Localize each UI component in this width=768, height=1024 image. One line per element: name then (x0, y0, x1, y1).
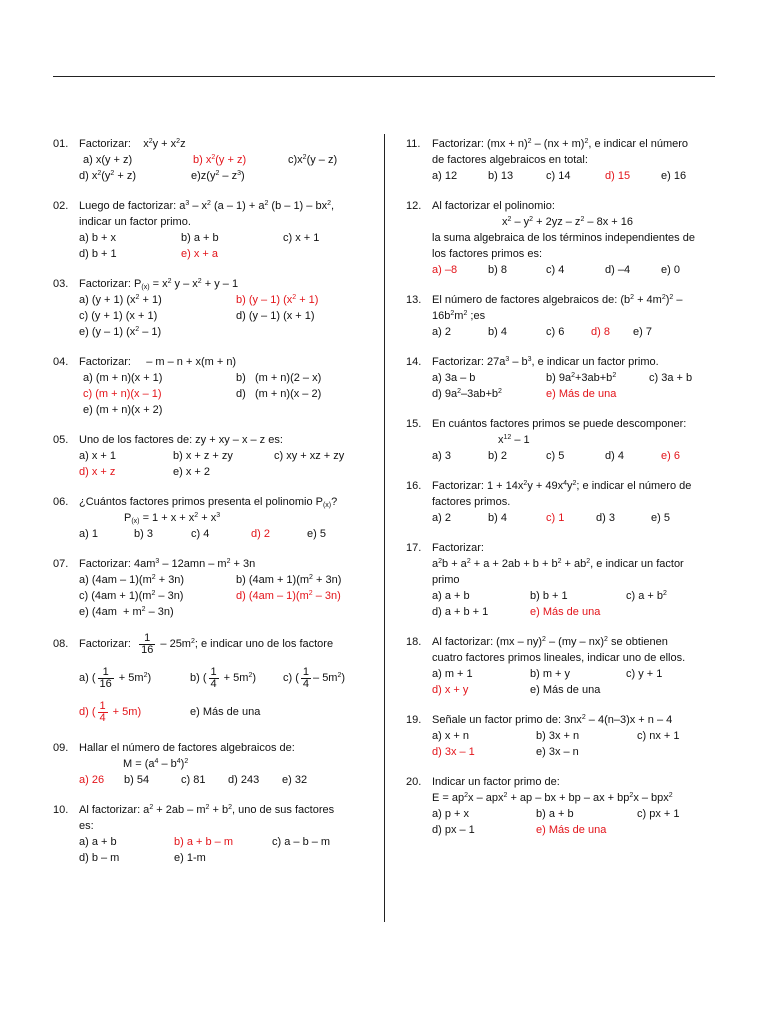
option-c[interactable]: c) 4 (191, 528, 210, 540)
question-07 (53, 556, 370, 620)
option-c[interactable]: c) 14 (546, 170, 571, 182)
question-number: 02. (53, 200, 69, 212)
question-text: En cuántos factores primos se puede descomponer: (432, 418, 687, 430)
option-c[interactable]: c) y + 1 (626, 668, 663, 680)
question-text: Factorizar: $1 + 14x^2y + 49x^4y^2$; e indicar el número de factores primos. (432, 480, 692, 508)
question-01 (53, 136, 370, 184)
option-c[interactable]: c) 5 (546, 450, 565, 462)
option-d[interactable]: d) (m + n)(x – 2) (236, 388, 322, 400)
question-text: Factorizar: $x^2y + x^2z$ (79, 138, 186, 150)
question-text: Factorizar: (mx + n)$^2$ – (nx + m)$^2$, e indicar el número de factores algebraicos en total: (432, 138, 689, 166)
question-18 (406, 634, 716, 698)
question-20 (406, 774, 716, 838)
option-b[interactable]: b) 3 (134, 528, 153, 540)
question-text: Factorizar: – m – n + x(m + n) (79, 356, 237, 368)
question-number: 01. (53, 138, 69, 150)
option-b[interactable]: b) a + b (536, 808, 574, 820)
left-column (53, 136, 370, 880)
option-a[interactable]: a) 26 (79, 774, 105, 786)
question-text: Factorizar: $a^2b + a^2 + a + 2ab + b + b^2 + ab^2$, e indicar un factor primo (432, 542, 684, 586)
option-b[interactable]: b) 4 (488, 512, 507, 524)
option-a[interactable]: a) m + 1 (432, 668, 473, 680)
question-number: 14. (406, 356, 422, 368)
question-15 (406, 416, 716, 464)
question-04 (53, 354, 370, 418)
option-d[interactable]: d) 8 (591, 326, 610, 338)
option-b[interactable]: b) $9a^2+3ab+b^2$ (546, 372, 617, 384)
question-13 (406, 292, 716, 340)
question-text: Al factorizar: $a^2 + 2ab - m^2 + b^2$, uno de sus factores es: (79, 804, 335, 832)
question-number: 20. (406, 776, 422, 788)
option-d[interactable]: d) 3 (596, 512, 615, 524)
option-e[interactable]: e) 3x – n (536, 746, 579, 758)
question-16 (406, 478, 716, 526)
question-text: ¿Cuántos factores primos presenta el polinomio $P_{(x)}$? (79, 496, 338, 509)
option-a[interactable]: a) a + b (432, 590, 470, 602)
question-number: 04. (53, 356, 69, 368)
option-e[interactable]: e) Más de una (530, 606, 601, 618)
option-e[interactable]: e) x + 2 (173, 466, 210, 478)
top-rule (53, 76, 715, 77)
option-c[interactable]: c) $(4am + 1)(m^2 - 3n)$ (79, 590, 184, 602)
option-a[interactable]: a) 2 (432, 512, 451, 524)
option-e[interactable]: e) 32 (282, 774, 308, 786)
option-e[interactable]: e) 5 (651, 512, 670, 524)
question-number: 07. (53, 558, 69, 570)
question-05 (53, 432, 370, 480)
option-b[interactable]: b) a + b – m (174, 836, 234, 848)
question-14 (406, 354, 716, 402)
question-text: El número de factores algebraicos de: $(b^2 + 4m^2)^2$ – $16b^2m^2$ ;es (432, 294, 683, 322)
question-number: 17. (406, 542, 422, 554)
option-d[interactable]: d) 2 (251, 528, 270, 540)
option-c[interactable]: c) xy + xz + zy (274, 450, 345, 462)
option-e[interactable]: e) 6 (661, 450, 680, 462)
option-e[interactable]: e) 7 (633, 326, 652, 338)
question-text: Factorizar: $27a^3 - b^3$, e indicar un factor primo. (432, 356, 659, 368)
option-d[interactable]: d) 3x – 1 (432, 746, 475, 758)
option-c[interactable]: c) (m + n)(x – 1) (83, 388, 162, 400)
option-a[interactable]: a) x + 1 (79, 450, 116, 462)
question-19 (406, 712, 716, 760)
question-11 (406, 136, 716, 184)
option-a[interactable]: a) x(y + z) (83, 154, 133, 166)
option-d[interactable]: d) $(4am - 1)(m^2 - 3n)$ (236, 590, 341, 602)
option-e[interactable]: e) Más de una (190, 706, 261, 718)
option-c[interactable]: c) 1 (546, 512, 565, 524)
option-a[interactable]: a) 3 (432, 450, 451, 462)
option-b[interactable]: b) 13 (488, 170, 514, 182)
question-number: 19. (406, 714, 422, 726)
option-e[interactable]: e) Más de una (536, 824, 607, 836)
question-number: 11. (406, 138, 421, 150)
option-e[interactable]: e) 5 (307, 528, 326, 540)
option-b[interactable]: b) 3x + n (536, 730, 580, 742)
option-e[interactable]: e) $(4am + m^2 - 3n)$ (79, 606, 174, 618)
polynomial-expression: $P_{(x)} = 1 + x + x^2 + x^3$ (124, 512, 221, 525)
question-08 (53, 630, 370, 726)
option-c[interactable]: c) a – b – m (272, 836, 331, 848)
question-text-cont: los factores primos es: (432, 248, 543, 260)
question-text: Al factorizar: (mx – ny)$^2$ – (my – nx)$^2$ se obtienen cuatro factores primos lineales, indicar uno de ellos. (432, 636, 686, 664)
expression: $x^{12} - 1$ (498, 434, 530, 446)
option-d[interactable]: d) b + 1 (79, 248, 117, 260)
question-text: Indicar un factor primo de: $E = ap^2x - apx^2$ + ap – bx + bp – ax + $bp^2x - bpx^2$ (432, 776, 673, 804)
question-06 (53, 494, 370, 542)
expression: $M = (a^4 - b^4)^2$ (123, 758, 189, 770)
option-c[interactable]: c) (y + 1) (x + 1) (79, 310, 158, 322)
question-12 (406, 198, 716, 278)
question-number: 18. (406, 636, 422, 648)
option-a[interactable]: a) 3a – b (432, 372, 476, 384)
question-17 (406, 540, 716, 620)
option-c[interactable]: $c)x^2(y - z)$ (288, 154, 338, 166)
option-d[interactable]: d) a + b + 1 (432, 606, 489, 618)
question-number: 09. (53, 742, 69, 754)
option-e[interactable]: $e)z(y^2 - z^3)$ (191, 170, 245, 182)
option-b[interactable]: b) a + b (181, 232, 219, 244)
option-a[interactable]: a) 1 (79, 528, 98, 540)
option-c[interactable]: c) 81 (181, 774, 206, 786)
option-c[interactable]: c) x + 1 (283, 232, 320, 244)
option-b[interactable]: b) (y – 1) $(x^2 + 1)$ (236, 294, 319, 306)
option-a[interactable]: a) (m + n)(x + 1) (83, 372, 163, 384)
option-b[interactable]: b) $(4am + 1)(m^2 + 3n)$ (236, 574, 342, 586)
option-c[interactable]: c) ( $\frac{1}{4}$ – $5m^2$) (283, 665, 346, 690)
option-e[interactable]: e) (y – 1) $(x^2 - 1)$ (79, 326, 162, 338)
question-text: Al factorizar el polinomio: (432, 200, 555, 212)
option-b[interactable]: b) 54 (124, 774, 150, 786)
fraction: $\frac{1}{16}$ (141, 631, 154, 656)
option-a[interactable]: a) b + x (79, 232, 116, 244)
option-b[interactable]: b) m + y (530, 668, 571, 680)
option-e[interactable]: e) Más de una (530, 684, 601, 696)
option-d[interactable]: d) ( $\frac{1}{4}$ + 5m) (79, 699, 142, 724)
option-b[interactable]: b) 8 (488, 264, 507, 276)
option-e[interactable]: e) x + a (181, 248, 218, 260)
question-02 (53, 198, 370, 262)
question-number: 12. (406, 200, 422, 212)
question-number: 16. (406, 480, 422, 492)
option-a[interactable]: a) a + b (79, 836, 117, 848)
question-number: 03. (53, 278, 69, 290)
option-c[interactable]: c) px + 1 (637, 808, 680, 820)
question-03 (53, 276, 370, 340)
question-text: Factorizar: $\frac{1}{16}$ – $25m^2$; e indicar uno de los factore (79, 631, 334, 656)
question-number: 05. (53, 434, 69, 446)
question-text: Hallar el número de factores algebraicos de: (79, 742, 295, 754)
question-text-cont: la suma algebraica de los términos independientes de (432, 232, 695, 244)
question-number: 06. (53, 496, 69, 508)
option-d[interactable]: d) px – 1 (432, 824, 475, 836)
option-d[interactable]: d) 243 (228, 774, 260, 786)
option-e[interactable]: e) 0 (661, 264, 680, 276)
option-b[interactable]: b) 2 (488, 450, 507, 462)
option-b[interactable]: b) 4 (488, 326, 507, 338)
option-c[interactable]: c) 3a + b (649, 372, 693, 384)
option-a[interactable]: a) ( $\frac{1}{16}$ + $5m^2$) (79, 665, 152, 690)
column-divider (384, 134, 385, 922)
question-10 (53, 802, 370, 866)
option-a[interactable]: a) –8 (432, 264, 458, 276)
option-b[interactable]: b) ( $\frac{1}{4}$ + $5m^2$) (190, 665, 257, 690)
option-d[interactable]: d) –4 (605, 264, 631, 276)
option-a[interactable]: a) $(4am - 1)(m^2 + 3n)$ (79, 574, 185, 586)
question-number: 13. (406, 294, 422, 306)
option-d[interactable]: d) x + y (432, 684, 469, 696)
option-d[interactable]: d) x + z (79, 466, 116, 478)
question-text: Luego de factorizar: $a^3 - x^2$ $(a - 1) + a^2$ $(b - 1) - bx^2$, indicar un factor primo. (79, 200, 335, 228)
option-a[interactable]: a) 2 (432, 326, 451, 338)
option-c[interactable]: c) $a + b^2$ (626, 590, 667, 602)
question-text: Factorizar: $4am^3 - 12amn - m^2 + 3n$ (79, 558, 256, 570)
option-c[interactable]: c) 6 (546, 326, 565, 338)
option-c[interactable]: c) nx + 1 (637, 730, 680, 742)
option-b[interactable]: b) (m + n)(2 – x) (236, 372, 322, 384)
polynomial-expression: $x^2 - y^2 + 2yz - z^2 - 8x + 16$ (502, 216, 633, 228)
option-e[interactable]: e) 1-m (174, 852, 206, 864)
option-e[interactable]: e) Más de una (546, 388, 617, 400)
right-column (406, 136, 716, 852)
option-c[interactable]: c) 4 (546, 264, 565, 276)
option-a[interactable]: a) p + x (432, 808, 469, 820)
question-09 (53, 740, 370, 788)
option-d[interactable]: d) 15 (605, 170, 631, 182)
question-number: 10. (53, 804, 69, 816)
option-d[interactable]: d) b – m (79, 852, 120, 864)
question-text: Factorizar: $P_{(x)} = x^2$ $y - x^2 + y - 1$ (79, 278, 239, 291)
option-a[interactable]: a) 12 (432, 170, 458, 182)
option-a[interactable]: a) x + n (432, 730, 469, 742)
option-d[interactable]: d) (y – 1) (x + 1) (236, 310, 315, 322)
option-e[interactable]: e) 16 (661, 170, 687, 182)
option-d[interactable]: d) 4 (605, 450, 624, 462)
option-b[interactable]: b) b + 1 (530, 590, 568, 602)
option-b[interactable]: b) $x^2(y + z)$ (193, 154, 247, 166)
question-text: Señale un factor primo de: $3nx^2 - 4(n-3)x + n - 4$ (432, 714, 673, 726)
option-a[interactable]: a) (y + 1) $(x^2 + 1)$ (79, 294, 162, 306)
option-b[interactable]: b) x + z + zy (173, 450, 233, 462)
question-text: Uno de los factores de: zy + xy – x – z es: (79, 434, 283, 446)
question-number: 15. (406, 418, 422, 430)
option-d[interactable]: d) $9a^2-3ab+b^2$ (432, 388, 502, 400)
option-d[interactable]: d) $x^2(y^2 + z)$ (79, 170, 137, 182)
option-e[interactable]: e) (m + n)(x + 2) (83, 404, 163, 416)
question-number: 08. (53, 638, 69, 650)
